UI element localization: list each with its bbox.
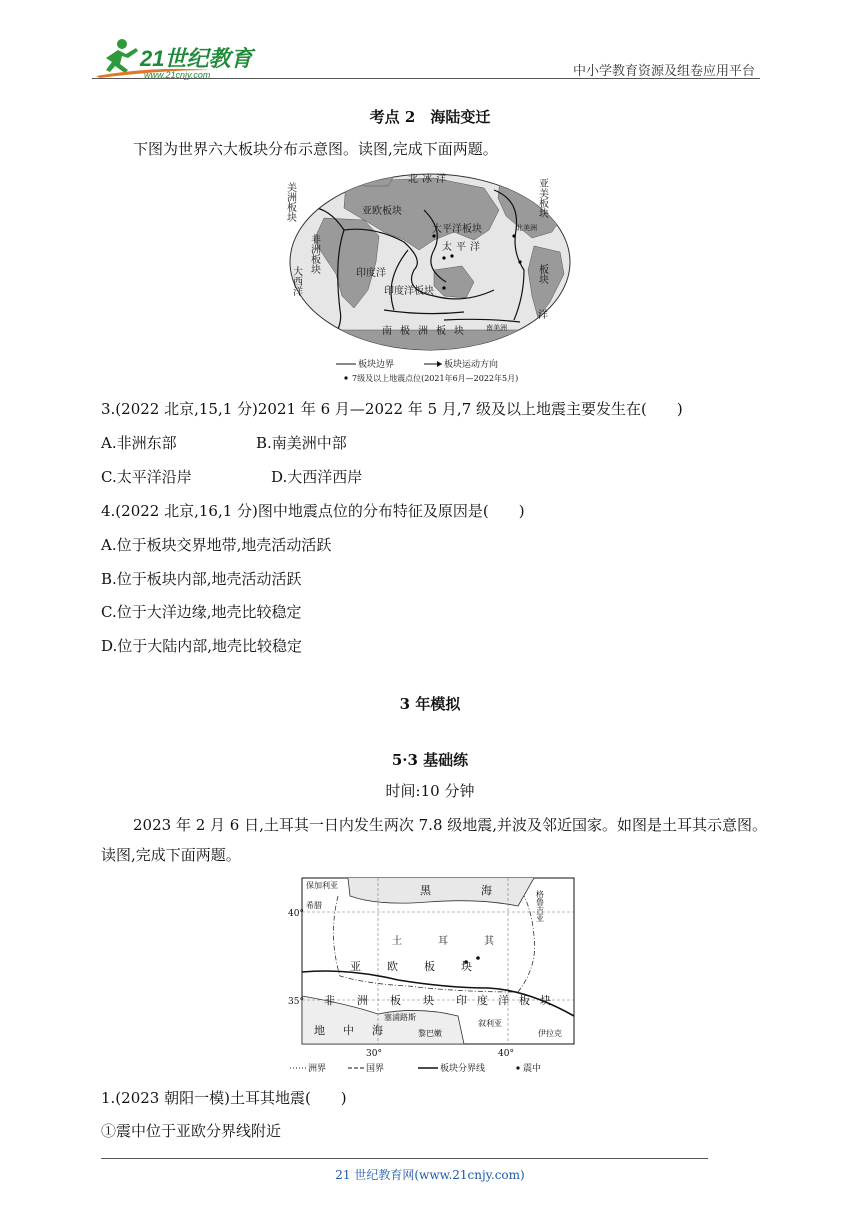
legend-epicenter: 震中 xyxy=(523,1064,542,1074)
label-african-plate: 非洲板块 xyxy=(324,994,456,1007)
q4-option-d: D.位于大陆内部,地壳比较稳定 xyxy=(101,637,303,655)
label-lat-35: 35° xyxy=(288,997,304,1007)
legend-plate: 板块分界线 xyxy=(440,1064,486,1074)
label-turkey: 土耳其 xyxy=(392,936,530,947)
q3-option-c: C.太平洋沿岸 xyxy=(101,468,192,486)
question-3-stem: 3.(2022 北京,15,1 分)2021 年 6 月—2022 年 5 月,7 级及以上地震主要发生在( ) xyxy=(101,400,683,418)
q4-option-c: C.位于大洋边缘,地壳比较稳定 xyxy=(101,603,302,621)
intro-paragraph-1: 下图为世界六大板块分布示意图。读图,完成下面两题。 xyxy=(133,140,498,158)
site-logo xyxy=(92,36,262,80)
q3-option-a: A.非洲东部 xyxy=(101,434,177,452)
legend-direction: 板块运动方向 xyxy=(444,360,499,370)
label-south-america-plate: 板块 xyxy=(536,264,548,284)
label-mediterranean: 地中海 xyxy=(314,1024,401,1037)
label-syria: 叙利亚 xyxy=(478,1019,502,1028)
world-plates-map xyxy=(284,170,576,388)
header-divider xyxy=(92,78,760,79)
label-pacific-plate: 太平洋板块 xyxy=(432,224,482,235)
legend-continent: 洲界 xyxy=(308,1064,327,1074)
footer-text[interactable]: 21 世纪教育网(www.21cnjy.com) xyxy=(335,1168,525,1182)
label-north-america: 北美洲 xyxy=(516,224,537,232)
footer-divider xyxy=(101,1158,708,1159)
label-black-sea: 黑海 xyxy=(420,884,542,897)
label-atlantic-left: 大西洋 xyxy=(290,266,302,296)
label-america-plate: 美洲板块 xyxy=(284,182,296,222)
label-georgia: 格鲁吉亚 xyxy=(535,890,545,922)
label-bulgaria: 保加利亚 xyxy=(306,881,338,890)
intro-paragraph-2: 2023 年 2 月 6 日,土耳其一日内发生两次 7.8 级地震,并波及邻近国家。如图是土耳其示意图。读图,完成下面两题。 xyxy=(101,816,768,864)
label-atlantic-right: 洋 xyxy=(538,310,548,321)
q1-option-1: ①震中位于亚欧分界线附近 xyxy=(101,1122,282,1140)
q3-option-b: B.南美洲中部 xyxy=(256,434,347,452)
section-subtitle-53: 5·3 基础练 xyxy=(391,751,469,769)
turkey-map xyxy=(288,876,578,1074)
label-cyprus: 塞浦路斯 xyxy=(384,1013,416,1022)
legend-quake: 7级及以上地震点位(2021年6月—2022年5月) xyxy=(352,374,519,383)
label-lebanon: 黎巴嫩 xyxy=(418,1029,442,1038)
q4-option-a: A.位于板块交界地带,地壳活动活跃 xyxy=(101,536,332,554)
dot-icon xyxy=(344,376,347,379)
q3-option-d: D.大西洋西岸 xyxy=(271,468,363,486)
logo-url: www.21cnjy.com xyxy=(144,70,211,80)
section-title-plate: 考点 2 海陆变迁 xyxy=(369,108,491,126)
label-lon-40: 40° xyxy=(498,1049,514,1059)
platform-name: 中小学教育资源及组卷应用平台 xyxy=(572,64,755,79)
section-title-3yr: 3 年模拟 xyxy=(399,695,461,713)
question-4-stem: 4.(2022 北京,16,1 分)图中地震点位的分布特征及原因是( ) xyxy=(101,502,525,520)
label-america-right: 亚美板块 xyxy=(536,178,548,218)
epicenter-dot-icon xyxy=(516,1066,519,1069)
label-africa-plate: 非洲板块 xyxy=(308,234,320,274)
label-indian-plate-2: 印度洋板块 xyxy=(456,994,561,1007)
label-pacific-ocean: 太平洋 xyxy=(442,242,484,253)
label-south-america: 南美洲 xyxy=(486,324,507,332)
label-antarctic-plate: 南极洲板块 xyxy=(382,326,472,337)
logo-title: 21世纪教育 xyxy=(140,46,253,71)
label-arctic-ocean: 北冰洋 xyxy=(408,174,450,185)
question-1-stem: 1.(2023 朝阳一模)土耳其地震( ) xyxy=(101,1089,347,1107)
label-lat-40: 40° xyxy=(288,909,304,919)
label-iraq: 伊拉克 xyxy=(538,1029,562,1038)
q4-option-b: B.位于板块内部,地壳活动活跃 xyxy=(101,570,302,588)
label-eurasian-plate: 亚欧板块 xyxy=(362,206,402,217)
legend-boundary: 板块边界 xyxy=(358,360,395,370)
label-indian-plate: 印度洋板块 xyxy=(384,286,434,297)
time-limit: 时间:10 分钟 xyxy=(385,782,475,800)
label-lon-30: 30° xyxy=(366,1049,382,1059)
legend-country: 国界 xyxy=(366,1064,385,1074)
label-eurasian-plate-2: 亚欧板块 xyxy=(350,960,498,973)
label-indian-ocean: 印度洋 xyxy=(356,268,386,279)
label-greece: 希腊 xyxy=(306,901,322,910)
